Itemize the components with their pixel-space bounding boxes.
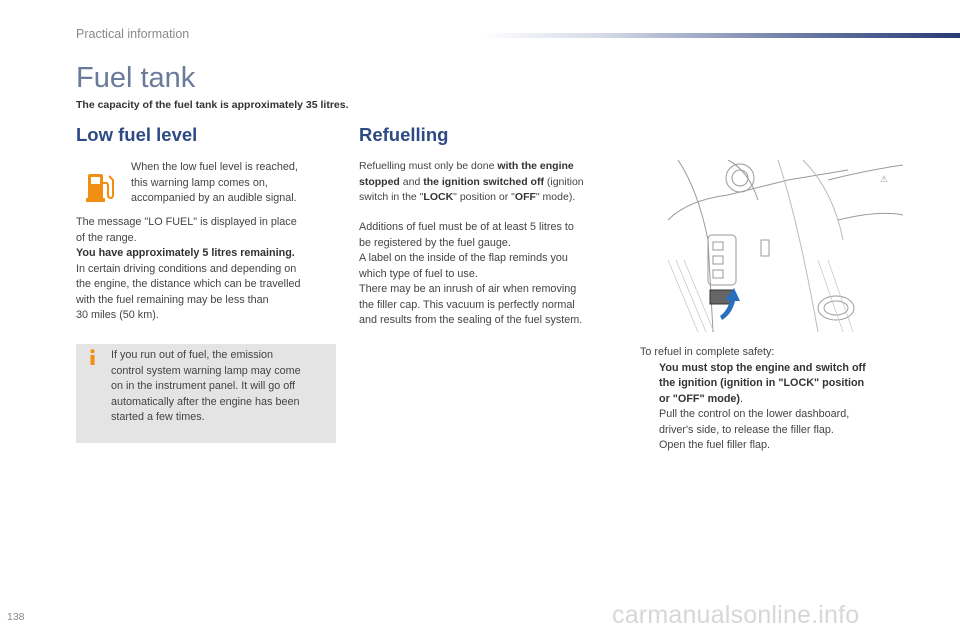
low-fuel-heading: Low fuel level [76, 124, 198, 145]
refuelling-intro: Refuelling must only be done with the engine stopped and the ignition switched off (ignition switch in the "LOCK" position or "OFF" mode). [359, 160, 584, 203]
bullet-arrow-icon [640, 361, 659, 408]
section-title: Practical information [76, 27, 190, 41]
safety-step: You must stop the engine and switch off the ignition (ignition in "LOCK" position or "OFF" mode). [640, 361, 920, 408]
safety-step: Open the fuel filler flap. [640, 438, 920, 454]
page-title: Fuel tank [76, 62, 196, 94]
lamp-text: When the low fuel level is reached, this warning lamp comes on, accompanied by an audible signal. [131, 161, 298, 204]
watermark: carmanualsonline.info [612, 601, 860, 629]
safety-step: Pull the control on the lower dashboard, driver's side, to release the filler flap. [640, 407, 920, 438]
svg-text:⚠: ⚠ [880, 175, 889, 185]
safety-steps: To refuel in complete safety: You must stop the engine and switch off the ignition (ignition in "LOCK" position or "OFF" mode). Pull the control on the lower dashboard, driver's side, to release the filler flap. Open the fuel filler flap. [640, 345, 920, 454]
info-text: If you run out of fuel, the emission control system warning lamp may come on in the instrument panel. It will go off automatically after the engine has been started a few times. [111, 349, 301, 423]
dashboard-illustration [668, 160, 903, 332]
remaining-bold: You have approximately 5 litres remaining. [76, 247, 295, 259]
header-gradient-bar [480, 33, 960, 38]
page-number: 138 [7, 611, 25, 623]
bullet-arrow-icon [640, 438, 659, 454]
fuel-pump-icon [86, 171, 114, 203]
info-icon [88, 349, 97, 365]
page-subtitle: The capacity of the fuel tank is approximately 35 litres. [76, 99, 349, 111]
refuelling-additions: Additions of fuel must be of at least 5 litres to be registered by the fuel gauge. A label on the inside of the flap reminds you which type of fuel to use. There may be an inrush of air when removing the filler cap. This vacuum is perfectly normal and results from the sealing of the fuel system. [359, 221, 583, 326]
lo-fuel-text: The message "LO FUEL" is displayed in place of the range. You have approximately 5 litres remaining. In certain driving conditions and depending on the engine, the distance which can be travelled with the fuel remaining may be less than 30 miles (50 km). [76, 216, 301, 321]
bullet-arrow-icon [640, 407, 659, 438]
refuelling-heading: Refuelling [359, 124, 449, 145]
